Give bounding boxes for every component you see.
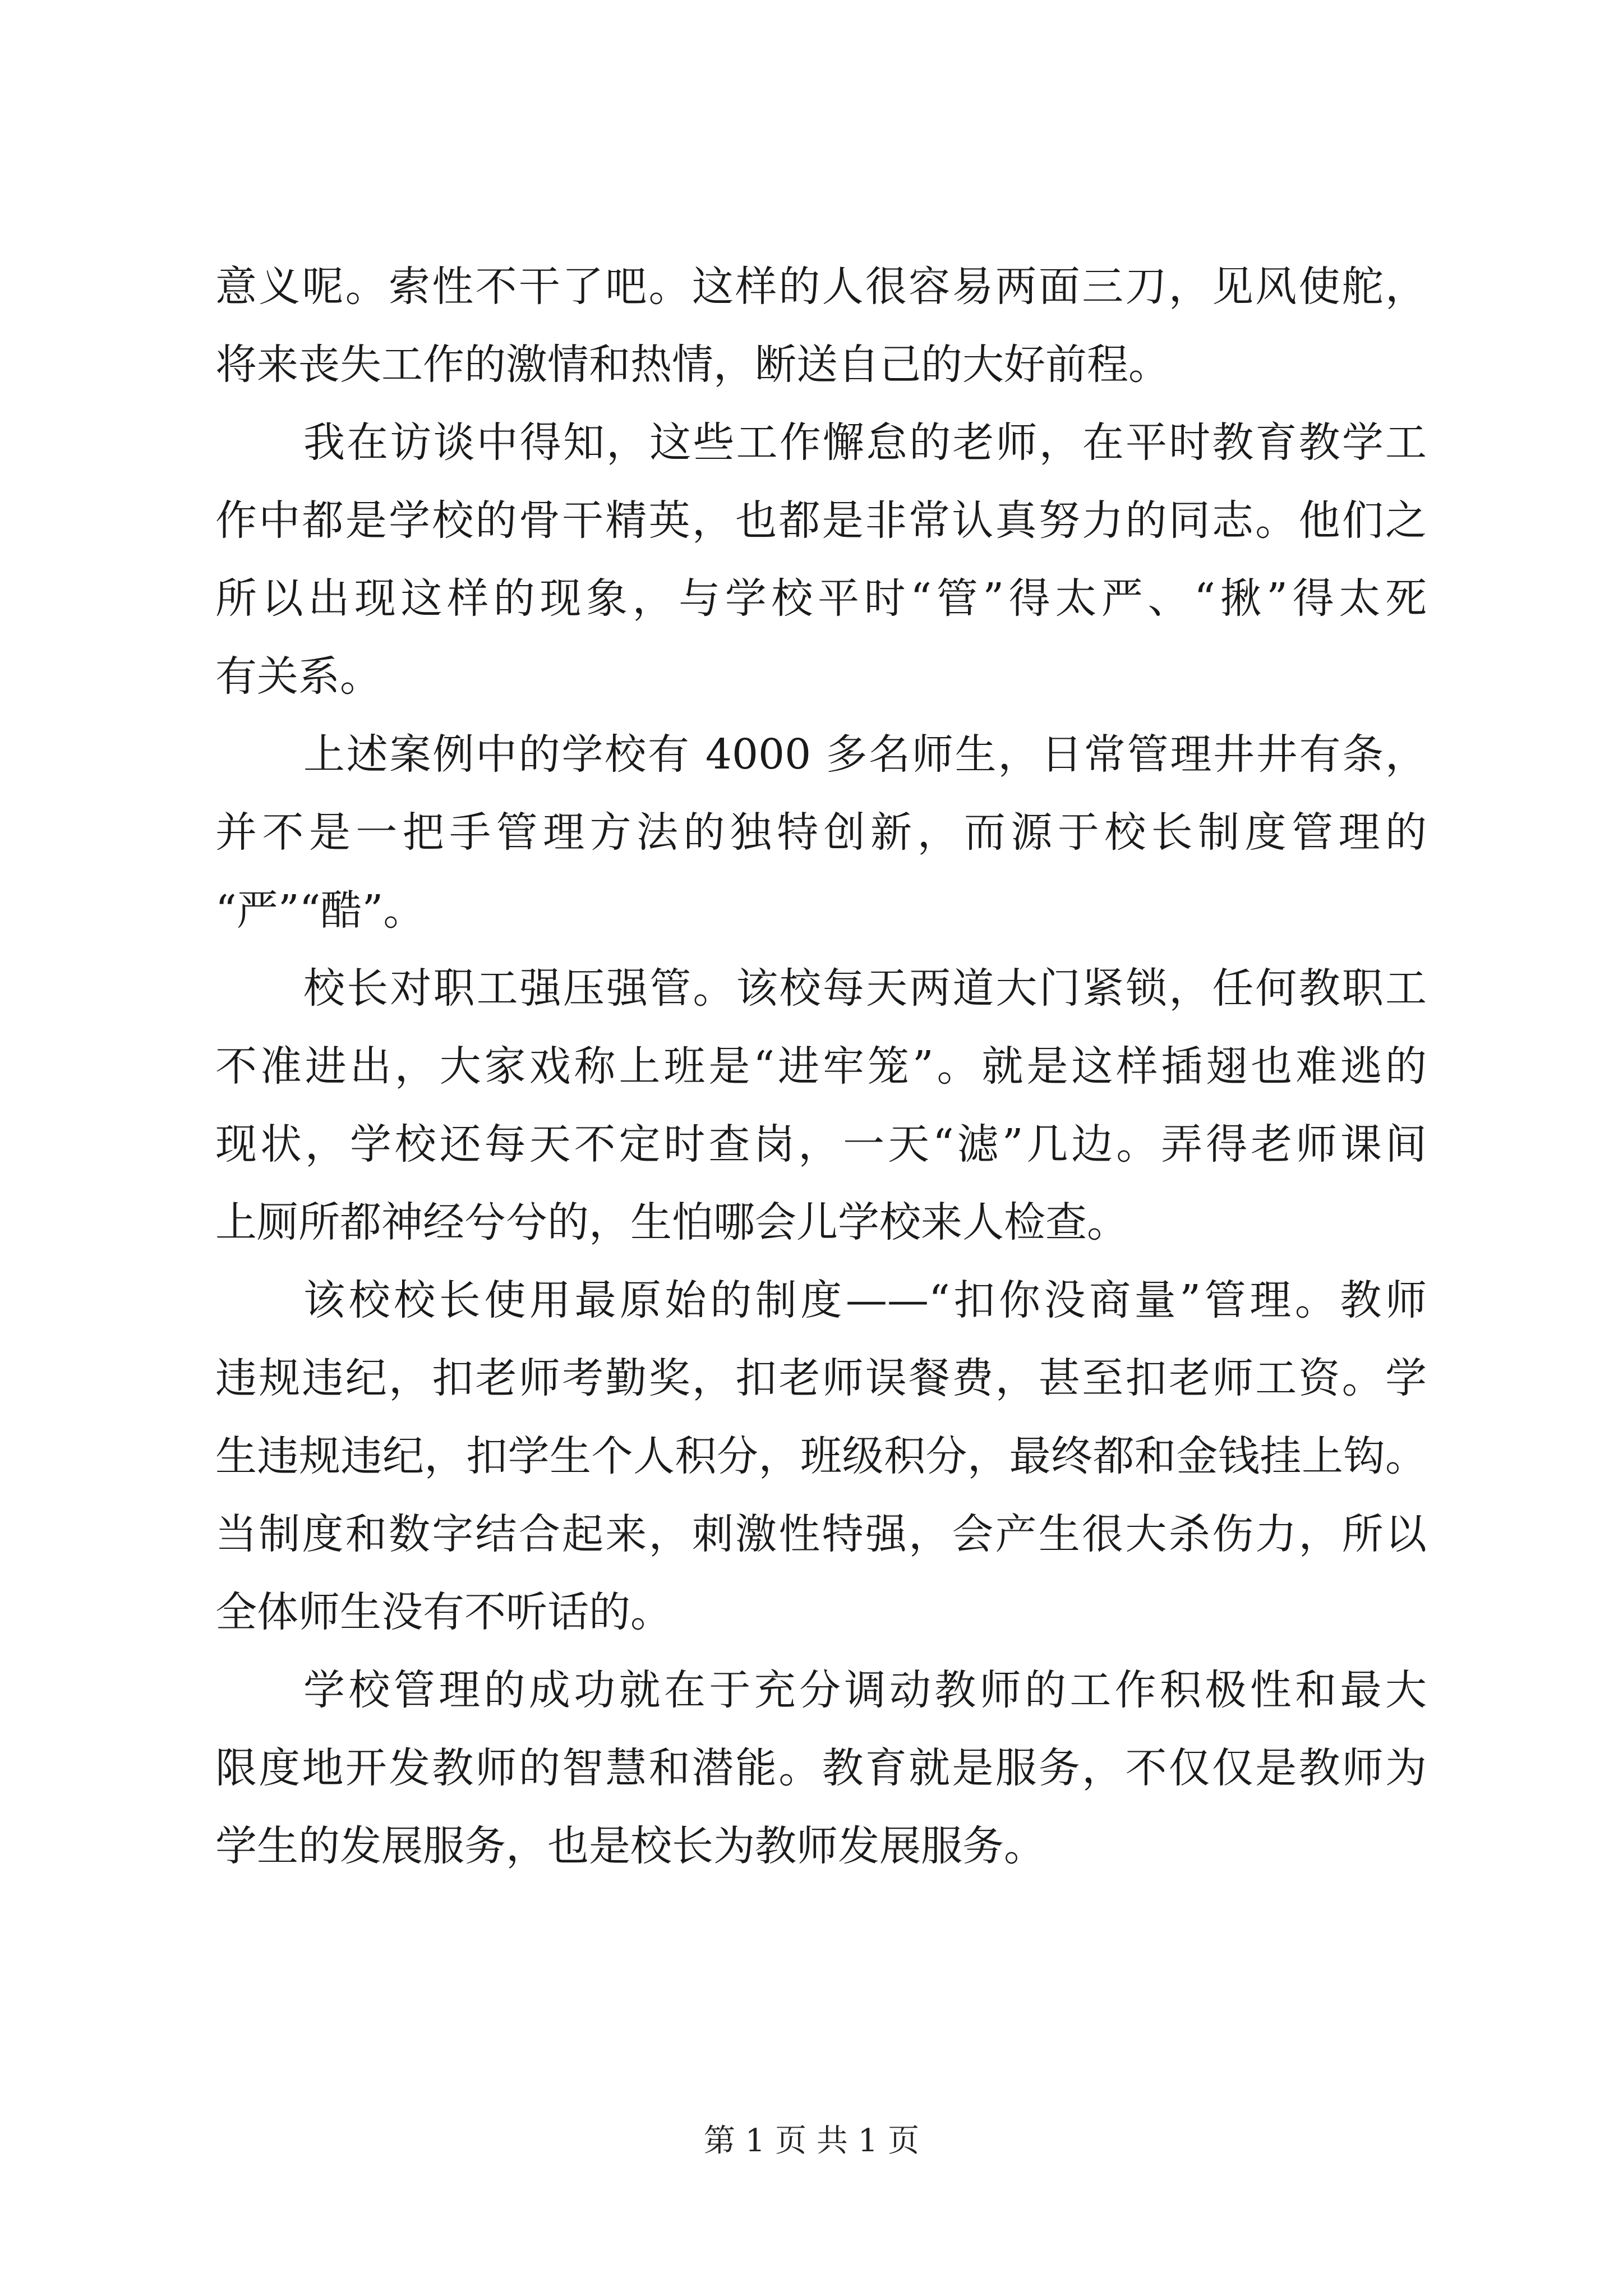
text-line: 所以出现这样的现象，与学校平时“管”得太严、“揪”得太死 [215, 574, 1427, 623]
text-line: 有关系。 [215, 652, 381, 701]
text-line: 并不是一把手管理方法的独特创新，而源于校长制度管理的 [215, 808, 1427, 857]
text-line: 学生的发展服务，也是校长为教师发展服务。 [215, 1822, 1045, 1870]
text-line: 限度地开发教师的智慧和潜能。教育就是服务，不仅仅是教师为 [215, 1744, 1427, 1792]
text-line: 全体师生没有不听话的。 [215, 1588, 672, 1636]
text-line: 我在访谈中得知，这些工作懈怠的老师，在平时教育教学工 [303, 418, 1427, 467]
text-line: 校长对职工强压强管。该校每天两道大门紧锁，任何教职工 [303, 964, 1427, 1013]
text-line: 当制度和数字结合起来，刺激性特强，会产生很大杀伤力，所以 [215, 1510, 1427, 1558]
text-line: 学校管理的成功就在于充分调动教师的工作积极性和最大 [303, 1666, 1427, 1714]
text-line: 上述案例中的学校有 4000 多名师生，日常管理井井有条， [303, 730, 1427, 779]
text-line: 不准进出，大家戏称上班是“进牢笼”。就是这样插翅也难逃的 [215, 1042, 1427, 1091]
text-line: 违规违纪，扣老师考勤奖，扣老师误餐费，甚至扣老师工资。学 [215, 1354, 1427, 1402]
text-line: “严”“酷”。 [215, 886, 425, 935]
text-line: 上厕所都神经兮兮的，生怕哪会儿学校来人检查。 [215, 1198, 1128, 1246]
text-line: 意义呢。索性不干了吧。这样的人很容易两面三刀，见风使舵， [215, 263, 1427, 311]
text-line: 作中都是学校的骨干精英，也都是非常认真努力的同志。他们之 [215, 496, 1427, 545]
text-line: 该校校长使用最原始的制度——“扣你没商量”管理。教师 [303, 1276, 1427, 1324]
document-body [215, 248, 1427, 1885]
text-line: 生违规违纪，扣学生个人积分，班级积分，最终都和金钱挂上钩。 [215, 1432, 1427, 1480]
text-line: 现状，学校还每天不定时查岗，一天“滤”几边。弄得老师课间 [215, 1120, 1427, 1168]
text-line: 将来丧失工作的激情和热情，断送自己的大好前程。 [215, 341, 1170, 389]
page-footer: 第 1 页 共 1 页 [703, 2123, 920, 2159]
